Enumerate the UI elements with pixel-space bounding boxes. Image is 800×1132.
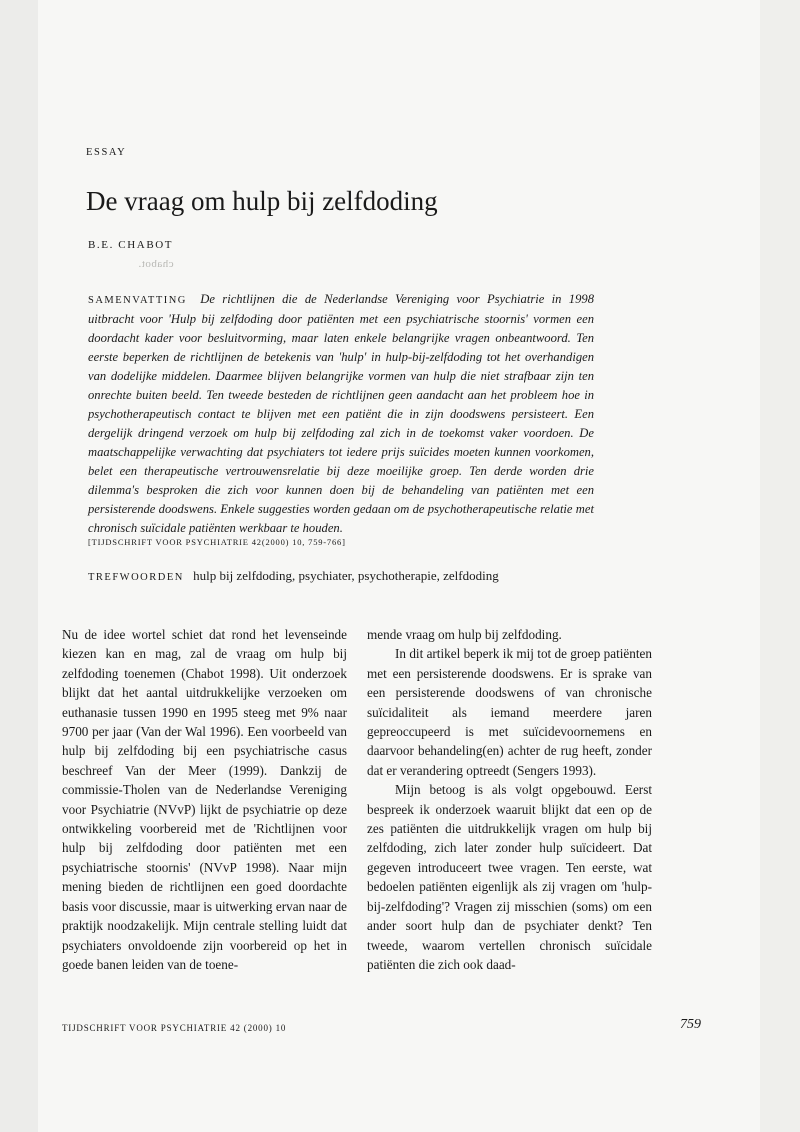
scan-edge-right bbox=[760, 0, 800, 1132]
keywords-text: hulp bij zelfdoding, psychiater, psychotherapie, zelfdoding bbox=[193, 568, 499, 583]
keywords bbox=[88, 568, 499, 584]
page-number: 759 bbox=[680, 1017, 701, 1032]
author-name: B.E. CHABOT bbox=[88, 239, 174, 251]
body-column-left bbox=[62, 625, 347, 974]
keywords-label: TREFWOORDEN bbox=[88, 572, 184, 583]
abstract bbox=[88, 290, 594, 538]
body-paragraph: Mijn betoog is als volgt opgebouwd. Eerst bespreek ik onderzoek waaruit blijkt dat een op de zes patiënten die uitdrukkelijk vragen om hulp bij zelfdoding, zich later zonder hulp suïcideert. Dat gegeven introduceert twee vragen. Ten eerste, wat bedoelen patiënten eigenlijk als zij vragen om 'hulp-bij-zelfdoding'? Vragen zij misschien (soms) om een ander soort hulp dan de psychiater denkt? Ten tweede, waarom vertellen chronisch suïcidale patiënten die zich ook daad- bbox=[367, 782, 652, 972]
body-paragraph: In dit artikel beperk ik mij tot de groep patiënten met een persisterende doodswens. Er is sprake van een persisterende doodswens of van chronische suïcidaliteit als iemand meerdere jaren gepreoccupeerd is met suïcidevoornemens en daarvoor behandeling(en) achter de rug heeft, zonder dat er verandering optreedt (Sengers 1993). bbox=[367, 646, 652, 778]
abstract-text: De richtlijnen die de Nederlandse Vereniging voor Psychiatrie in 1998 uitbracht voor 'Hulp bij zelfdoding door patiënten met een psychiatrische stoornis' vormen een doordacht kader voor besluitvorming, maar laten enkele belangrijke vragen onbeantwoord. Ten eerste beperken de richtlijnen de betekenis van 'hulp' in hulp-bij-zelfdoding tot het overhandigen van dodelijke middelen. Daarmee blijven belangrijke vormen van hulp die niet strafbaar zijn ten onrechte buiten beeld. Ten tweede besteden de richtlijnen geen aandacht aan het probleem hoe in psychotherapeutisch contact te blijven met een patiënt die in zijn doodswens persisteert. Een dergelijk dringend verzoek om hulp bij zelfdoding zal zich in de toekomst vaker voordoen. De maatschappelijke verwachting dat psychiaters tot iedere prijs suïcides moeten kunnen voorkomen, belet een therapeutische vertrouwensrelatie bij deze moeilijke groep. Ten derde worden drie dilemma's besproken die zich voor kunnen doen bij de behandeling van patiënten met een persisterende doodswens. Enkele suggesties worden gedaan om de psychotherapeutische relatie met chronisch suïcidale patiënten werkbaar te houden. bbox=[88, 292, 594, 535]
body-paragraph: mende vraag om hulp bij zelfdoding. bbox=[367, 627, 562, 642]
body-column-right bbox=[367, 625, 652, 974]
footer-journal: TIJDSCHRIFT VOOR PSYCHIATRIE 42 (2000) 10 bbox=[62, 1023, 287, 1033]
article-title: De vraag om hulp bij zelfdoding bbox=[86, 186, 438, 216]
scan-edge-left bbox=[0, 0, 38, 1132]
body-paragraph: Nu de idee wortel schiet dat rond het levenseinde kiezen kan en mag, zal de vraag om hulp bij zelfdoding toenemen (Chabot 1998). Uit onderzoek blijkt dat het aantal uitdrukkelijke verzoeken om euthanasie tussen 1990 en 1995 steeg met 9% naar 9700 per jaar (Van der Wal 1996). Een voorbeeld van hulp bij zelfdoding bij een psychiatrische casus beschreef Van der Meer (1999). Dankzij de commissie-Tholen van de Nederlandse Vereniging voor Psychiatrie (NVvP) lijkt de psychiatrie op deze ontwikkeling voorbereid met de 'Richtlijnen voor hulp bij zelfdoding door patiënten met een psychiatrische stoornis' (NVvP 1998). Naar mijn mening bieden de richtlijnen een goed doordachte basis voor discussie, maar is uitwerking ervan naar de praktijk noodzakelijk. Mijn centrale stelling luidt dat psychiaters onvoldoende zijn voorbereid op het in goede banen leiden van de toene- bbox=[62, 627, 347, 972]
citation: [TIJDSCHRIFT VOOR PSYCHIATRIE 42(2000) 10, 759-766] bbox=[88, 537, 346, 547]
author-bleedthrough: chabot. bbox=[138, 258, 174, 270]
section-label: ESSAY bbox=[86, 147, 127, 158]
abstract-label: SAMENVATTING bbox=[88, 295, 187, 306]
